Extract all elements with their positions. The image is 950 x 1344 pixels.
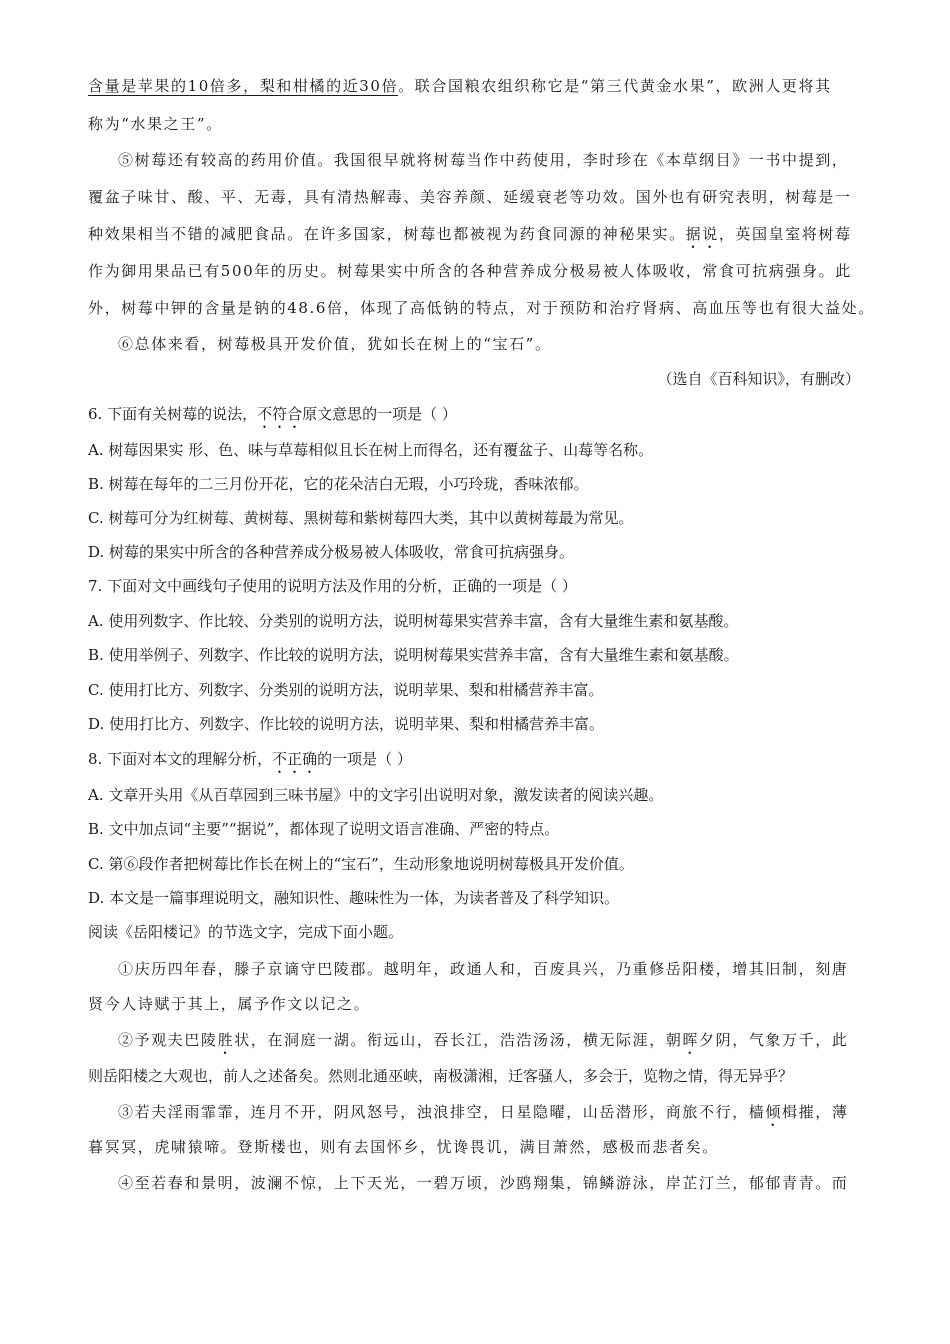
- passage2-p3-line1: ③若夫淫雨霏霏，连月不开，阴风怒号，浊浪排空，日星隐曜，山岳潜形，商旅不行，樯倾楫摧，薄: [118, 1103, 849, 1121]
- paragraph-6: ⑥总体来看，树莓极具开发价值，犹如长在树上的“宝石”。: [118, 335, 552, 353]
- passage2-intro: 阅读《岳阳楼记》的节选文字，完成下面小题。: [88, 923, 404, 941]
- question-7-option-b: B. 使用举例子、列数字、作比较的说明方法，说明树莓果实营养丰富，含有大量维生素和氨基酸。: [88, 646, 739, 664]
- paragraph-5-line4: 作为御用果品已有500年的历史。树莓果实中所含的各种营养成分极易被人体吸收，常食可抗病强身。此: [88, 262, 852, 280]
- dotted-word-jushuo: 据说: [685, 225, 719, 243]
- question-8-stem: 8. 下面对本文的理解分析，不正确的一项是（ ）: [88, 750, 412, 768]
- question-6-option-b: B. 树莓在每年的二三月份开花，它的花朵洁白无瑕，小巧玲珑，香味浓郁。: [88, 475, 589, 493]
- question-6-option-c: C. 树莓可分为红树莓、黄树莓、黑树莓和紫树莓四大类，其中以黄树莓最为常见。: [88, 509, 634, 527]
- dotted-phrase: 不正确: [272, 750, 318, 768]
- underlined-sentence: 含量是苹果的10倍多，梨和柑橘的近30倍: [88, 77, 399, 95]
- question-8-option-a: A. 文章开头用《从百草园到三味书屋》中的文字引出说明对象，激发读者的阅读兴趣。: [88, 786, 664, 804]
- dotted-phrase: 不符合: [257, 405, 303, 423]
- question-7-option-c: C. 使用打比方、列数字、分类别的说明方法，说明苹果、梨和柑橘营养丰富。: [88, 681, 604, 699]
- passage1-line2: 称为“水果之王”。: [88, 115, 223, 133]
- question-8-option-b: B. 文中加点词“主要”“据说”，都体现了说明文语言准确、严密的特点。: [88, 820, 560, 838]
- source-citation: （选自《百科知识》，有删改）: [657, 370, 860, 388]
- dotted-char-qing: 倾: [765, 1103, 783, 1121]
- question-7-stem: 7. 下面对文中画线句子使用的说明方法及作用的分析，正确的一项是（ ）: [88, 577, 577, 595]
- question-6-stem: 6. 下面有关树莓的说法，不符合原文意思的一项是（ ）: [88, 405, 457, 423]
- paragraph-5-line5: 外，树莓中钾的含量是钠的48.6倍，体现了高低钠的特点，对于预防和治疗肾病、高血压等也有很大益处。: [88, 299, 875, 317]
- passage2-p1-line1: ①庆历四年春，滕子京谪守巴陵郡。越明年，政通人和，百废具兴，乃重修岳阳楼，增其旧制，刻唐: [118, 960, 849, 978]
- dotted-char-sheng: 胜: [217, 1031, 235, 1049]
- passage1-line1: 含量是苹果的10倍多，梨和柑橘的近30倍。联合国粮农组织称它是“第三代黄金水果”，欧洲人更将其: [88, 77, 832, 95]
- question-8-option-d: D. 本文是一篇事理说明文，融知识性、趣味性为一体，为读者普及了科学知识。: [88, 889, 620, 907]
- passage2-p3-line2: 暮冥冥，虎啸猿啼。登斯楼也，则有去国怀乡，忧谗畏讥，满目萧然，感极而悲者矣。: [88, 1138, 719, 1156]
- passage2-p2-line2: 则岳阳楼之大观也，前人之述备矣。然则北通巫峡，南极潇湘，迁客骚人，多会于，览物之情，得无异乎？: [88, 1067, 794, 1085]
- paragraph-5-line3: 种效果相当不错的减肥食品。在许多国家，树莓也都被视为药食同源的神秘果实。据说，英国皇室将树莓: [88, 225, 852, 243]
- passage2-p4-line1: ④至若春和景明，波澜不惊，上下天光，一碧万顷，沙鸥翔集，锦鳞游泳，岸芷汀兰，郁郁青青。而: [118, 1174, 849, 1192]
- paragraph-5-line2: 覆盆子味甘、酸、平、无毒，具有清热解毒、美容养颜、延缓衰老等功效。国外也有研究表明，树莓是一: [88, 188, 852, 206]
- question-6-option-a: A. 树莓因果实 形、色、味与草莓相似且长在树上而得名，还有覆盆子、山莓等名称。: [88, 441, 654, 459]
- passage2-p2-line1: ②予观夫巴陵胜状，在洞庭一湖。衔远山，吞长江，浩浩汤汤，横无际涯，朝晖夕阴，气象万千，此: [118, 1031, 849, 1049]
- question-7-option-a: A. 使用列数字、作比较、分类别的说明方法，说明树莓果实营养丰富，含有大量维生素和氨基酸。: [88, 612, 739, 630]
- question-7-option-d: D. 使用打比方、列数字、作比较的说明方法，说明苹果、梨和柑橘营养丰富。: [88, 715, 605, 733]
- passage2-p1-line2: 贤今人诗赋于其上，属予作文以记之。: [88, 995, 371, 1013]
- paragraph-5-line1: ⑤树莓还有较高的药用价值。我国很早就将树莓当作中药使用，李时珍在《本草纲目》一书中提到，: [118, 151, 849, 169]
- dotted-char-hui: 晖: [682, 1031, 700, 1049]
- question-8-option-c: C. 第⑥段作者把树莓比作长在树上的“宝石”，生动形象地说明树莓极具开发价值。: [88, 855, 634, 873]
- question-6-option-d: D. 树莓的果实中所含的各种营养成分极易被人体吸收，常食可抗病强身。: [88, 543, 575, 561]
